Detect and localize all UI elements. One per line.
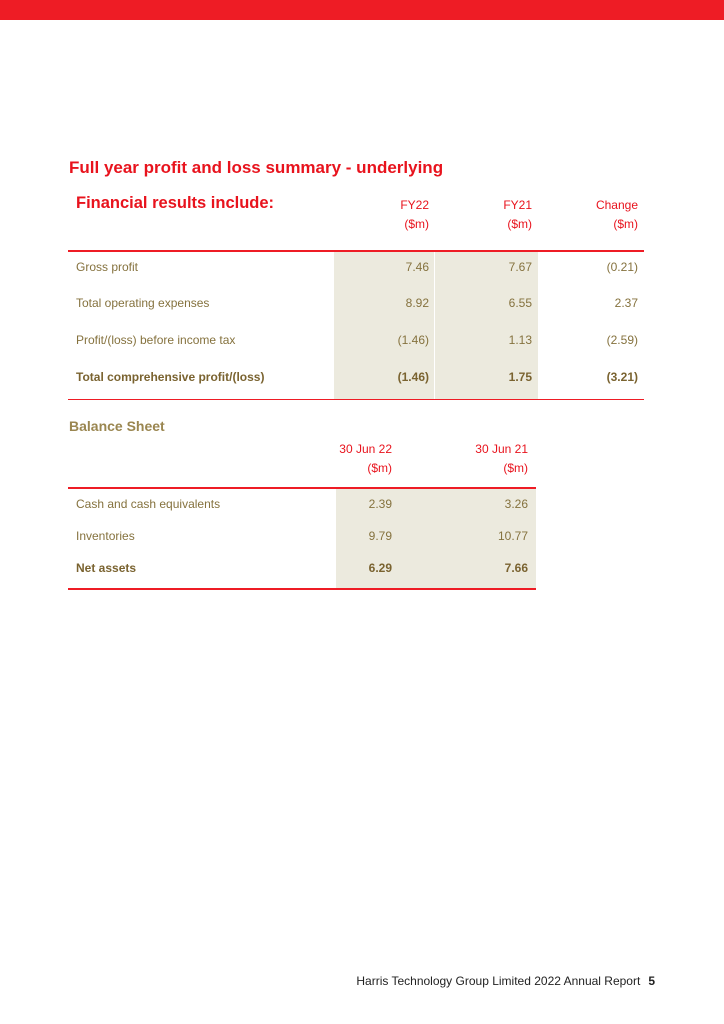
row-label: Inventories <box>76 529 135 543</box>
cell-30-jun-22: 6.29 <box>368 561 392 575</box>
column-header-30-jun-22: 30 Jun 22 ($m) <box>339 442 392 475</box>
column-header-fy21: FY21 ($m) <box>503 198 532 231</box>
row-label: Gross profit <box>76 260 139 274</box>
cell-change: (3.21) <box>606 370 638 384</box>
balance-sheet-heading: Balance Sheet <box>69 418 165 434</box>
column-header-change: Change ($m) <box>595 198 638 231</box>
cell-30-jun-22: 2.39 <box>368 497 392 511</box>
table-row <box>68 296 644 316</box>
table-header <box>68 190 644 252</box>
table-header <box>68 438 536 489</box>
cell-fy22: (1.46) <box>397 333 429 347</box>
cell-fy21: 6.55 <box>508 296 532 310</box>
cell-30-jun-21: 10.77 <box>497 529 528 543</box>
cell-fy21: 1.75 <box>508 370 532 384</box>
balance-sheet-table <box>68 438 536 590</box>
footer-text: Harris Technology Group Limited 2022 Annual Report <box>356 974 641 988</box>
table-row-total <box>68 370 644 390</box>
table-row <box>68 333 644 353</box>
row-label: Total operating expenses <box>76 296 210 310</box>
cell-change: (0.21) <box>606 260 638 274</box>
row-label: Total comprehensive profit/(loss) <box>76 370 265 384</box>
cell-30-jun-21: 7.66 <box>504 561 528 575</box>
cell-change: 2.37 <box>614 296 638 310</box>
row-label: Net assets <box>76 561 137 575</box>
cell-fy22: (1.46) <box>397 370 429 384</box>
column-header-30-jun-21: 30 Jun 21 ($m) <box>475 442 528 475</box>
cell-fy21: 1.13 <box>508 333 532 347</box>
column-header-fy22: FY22 ($m) <box>400 198 429 231</box>
page-number: 5 <box>648 974 655 988</box>
page-footer <box>356 974 655 988</box>
cell-30-jun-21: 3.26 <box>504 497 528 511</box>
top-accent-bar <box>0 0 724 20</box>
page-heading: Full year profit and loss summary - underlying <box>69 158 444 177</box>
table-row <box>68 260 644 280</box>
cell-fy22: 8.92 <box>405 296 429 310</box>
table-row <box>68 497 536 517</box>
table-body <box>68 489 536 590</box>
cell-fy21: 7.67 <box>508 260 532 274</box>
cell-30-jun-22: 9.79 <box>368 529 392 543</box>
cell-change: (2.59) <box>606 333 638 347</box>
table-title: Financial results include: <box>76 194 275 212</box>
cell-fy22: 7.46 <box>405 260 429 274</box>
table-row <box>68 529 536 549</box>
profit-loss-table <box>68 190 644 400</box>
table-body <box>68 252 644 400</box>
row-label: Profit/(loss) before income tax <box>76 333 236 347</box>
row-label: Cash and cash equivalents <box>76 497 221 511</box>
table-row-total <box>68 561 536 581</box>
